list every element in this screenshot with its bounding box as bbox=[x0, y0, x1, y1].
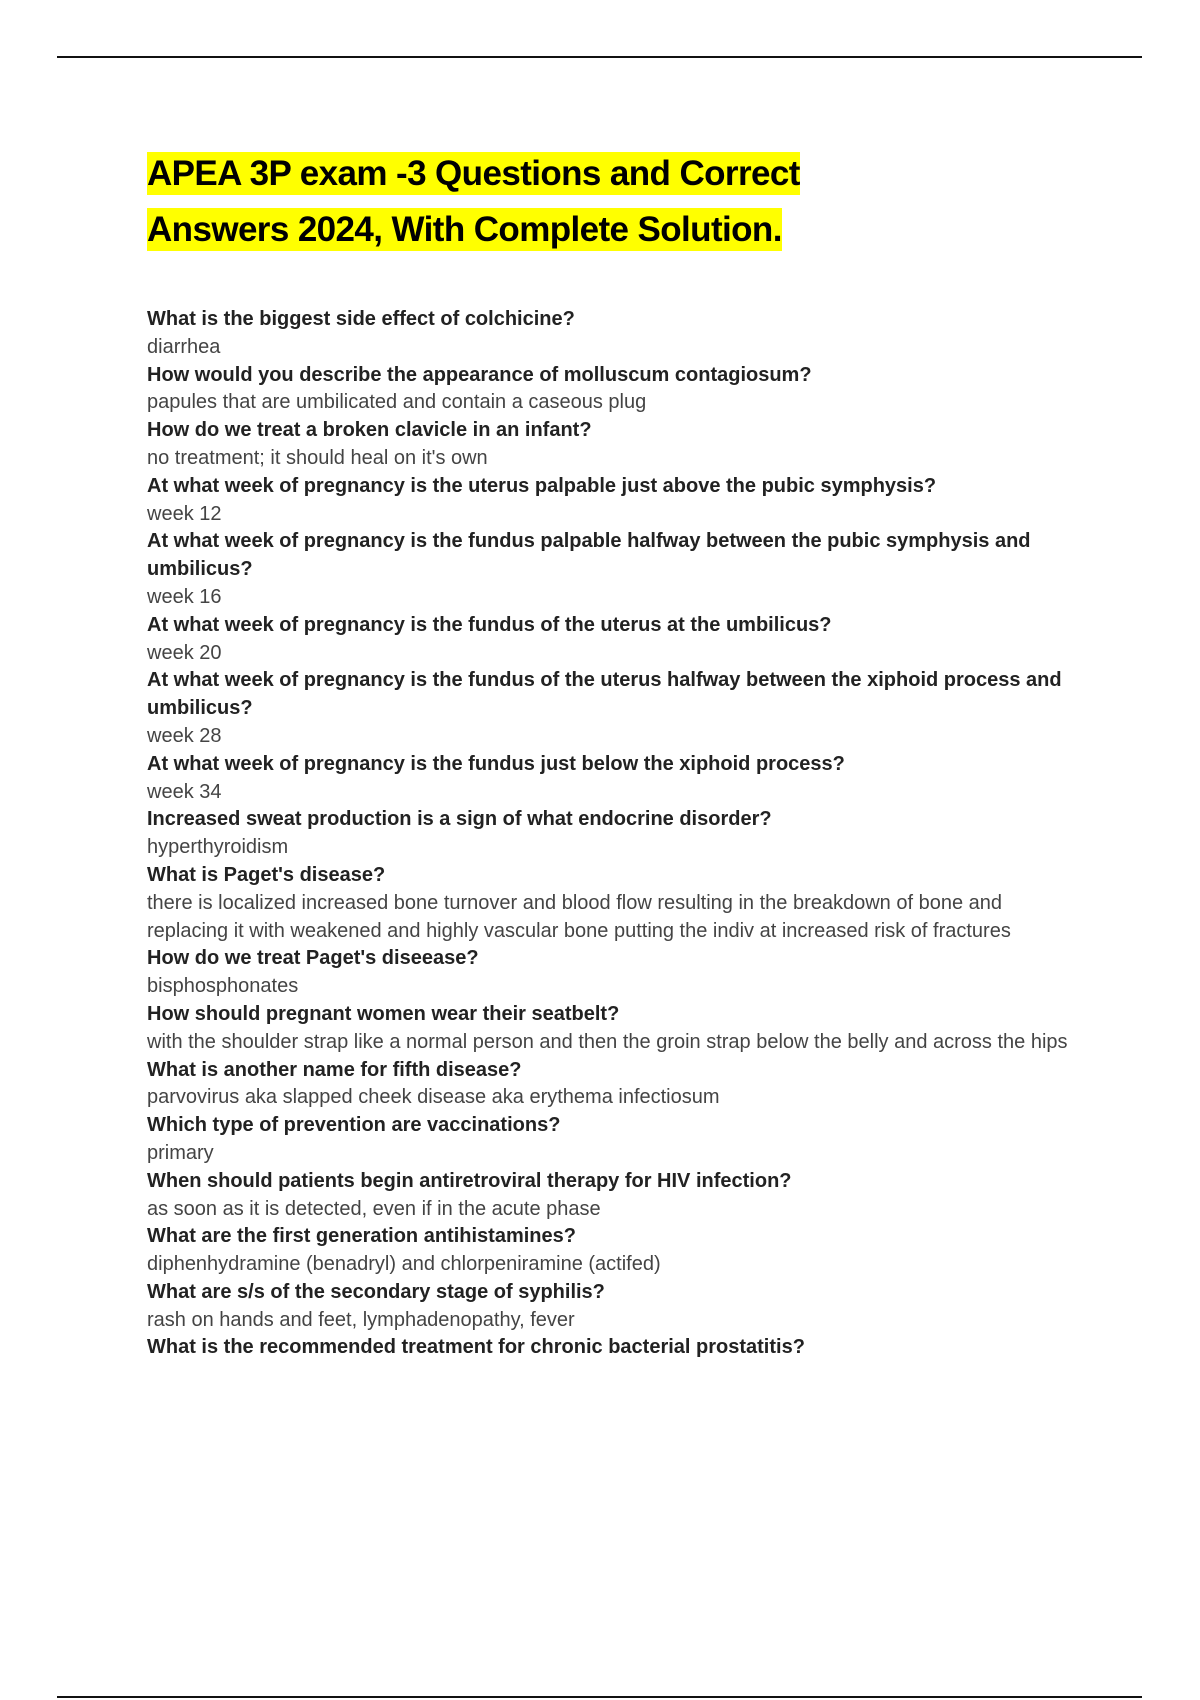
answer: week 28 bbox=[147, 724, 222, 747]
question: At what week of pregnancy is the fundus just below the xiphoid process? bbox=[147, 752, 845, 775]
qa-list bbox=[147, 306, 1082, 1362]
question: When should patients begin antiretroviral therapy for HIV infection? bbox=[147, 1169, 792, 1192]
answer: parvovirus aka slapped cheek disease aka erythema infectiosum bbox=[147, 1086, 720, 1109]
answer: no treatment; it should heal on it's own bbox=[147, 446, 488, 469]
answer: bisphosphonates bbox=[147, 975, 299, 998]
answer: papules that are umbilicated and contain a caseous plug bbox=[147, 391, 647, 414]
question: What is the recommended treatment for chronic bacterial prostatitis? bbox=[147, 1336, 805, 1359]
answer: hyperthyroidism bbox=[147, 836, 289, 859]
footer-rule bbox=[57, 1696, 1142, 1698]
answer: as soon as it is detected, even if in the acute phase bbox=[147, 1197, 601, 1220]
question: What is another name for fifth disease? bbox=[147, 1058, 522, 1081]
title-line-2: Answers 2024, With Complete Solution. bbox=[147, 210, 782, 249]
question: At what week of pregnancy is the uterus palpable just above the pubic symphysis? bbox=[147, 474, 937, 497]
document-title bbox=[147, 146, 1047, 258]
question: How do we treat Paget's diseease? bbox=[147, 947, 479, 970]
question: At what week of pregnancy is the fundus of the uterus halfway between the xiphoid process and umbilicus? bbox=[147, 669, 1062, 720]
answer: diarrhea bbox=[147, 335, 221, 358]
question: What are the first generation antihistamines? bbox=[147, 1225, 576, 1248]
question: What is the biggest side effect of colchicine? bbox=[147, 308, 575, 330]
question: How should pregnant women wear their seatbelt? bbox=[147, 1002, 620, 1025]
answer: week 16 bbox=[147, 585, 222, 608]
question: At what week of pregnancy is the fundus of the uterus at the umbilicus? bbox=[147, 613, 832, 636]
answer: week 34 bbox=[147, 780, 222, 803]
answer: diphenhydramine (benadryl) and chlorpeniramine (actifed) bbox=[147, 1253, 661, 1276]
question: Which type of prevention are vaccinations? bbox=[147, 1114, 561, 1137]
question: Increased sweat production is a sign of what endocrine disorder? bbox=[147, 808, 772, 831]
question: What are s/s of the secondary stage of syphilis? bbox=[147, 1280, 605, 1303]
answer: week 12 bbox=[147, 502, 222, 525]
question: At what week of pregnancy is the fundus palpable halfway between the pubic symphysis and umbilicus? bbox=[147, 530, 1031, 581]
question: How do we treat a broken clavicle in an infant? bbox=[147, 419, 592, 442]
header-rule bbox=[57, 56, 1142, 58]
answer: there is localized increased bone turnover and blood flow resulting in the breakdown of bone and replacing it with weakened and highly vascular bone putting the indiv at increased risk of fractures bbox=[147, 891, 1011, 942]
answer: with the shoulder strap like a normal person and then the groin strap below the belly and across the hips bbox=[147, 1030, 1068, 1053]
question: How would you describe the appearance of molluscum contagiosum? bbox=[147, 363, 812, 386]
title-line-1: APEA 3P exam -3 Questions and Correct bbox=[147, 154, 800, 193]
answer: week 20 bbox=[147, 641, 222, 664]
answer: rash on hands and feet, lymphadenopathy, fever bbox=[147, 1308, 575, 1331]
question: What is Paget's disease? bbox=[147, 863, 386, 886]
answer: primary bbox=[147, 1141, 214, 1164]
